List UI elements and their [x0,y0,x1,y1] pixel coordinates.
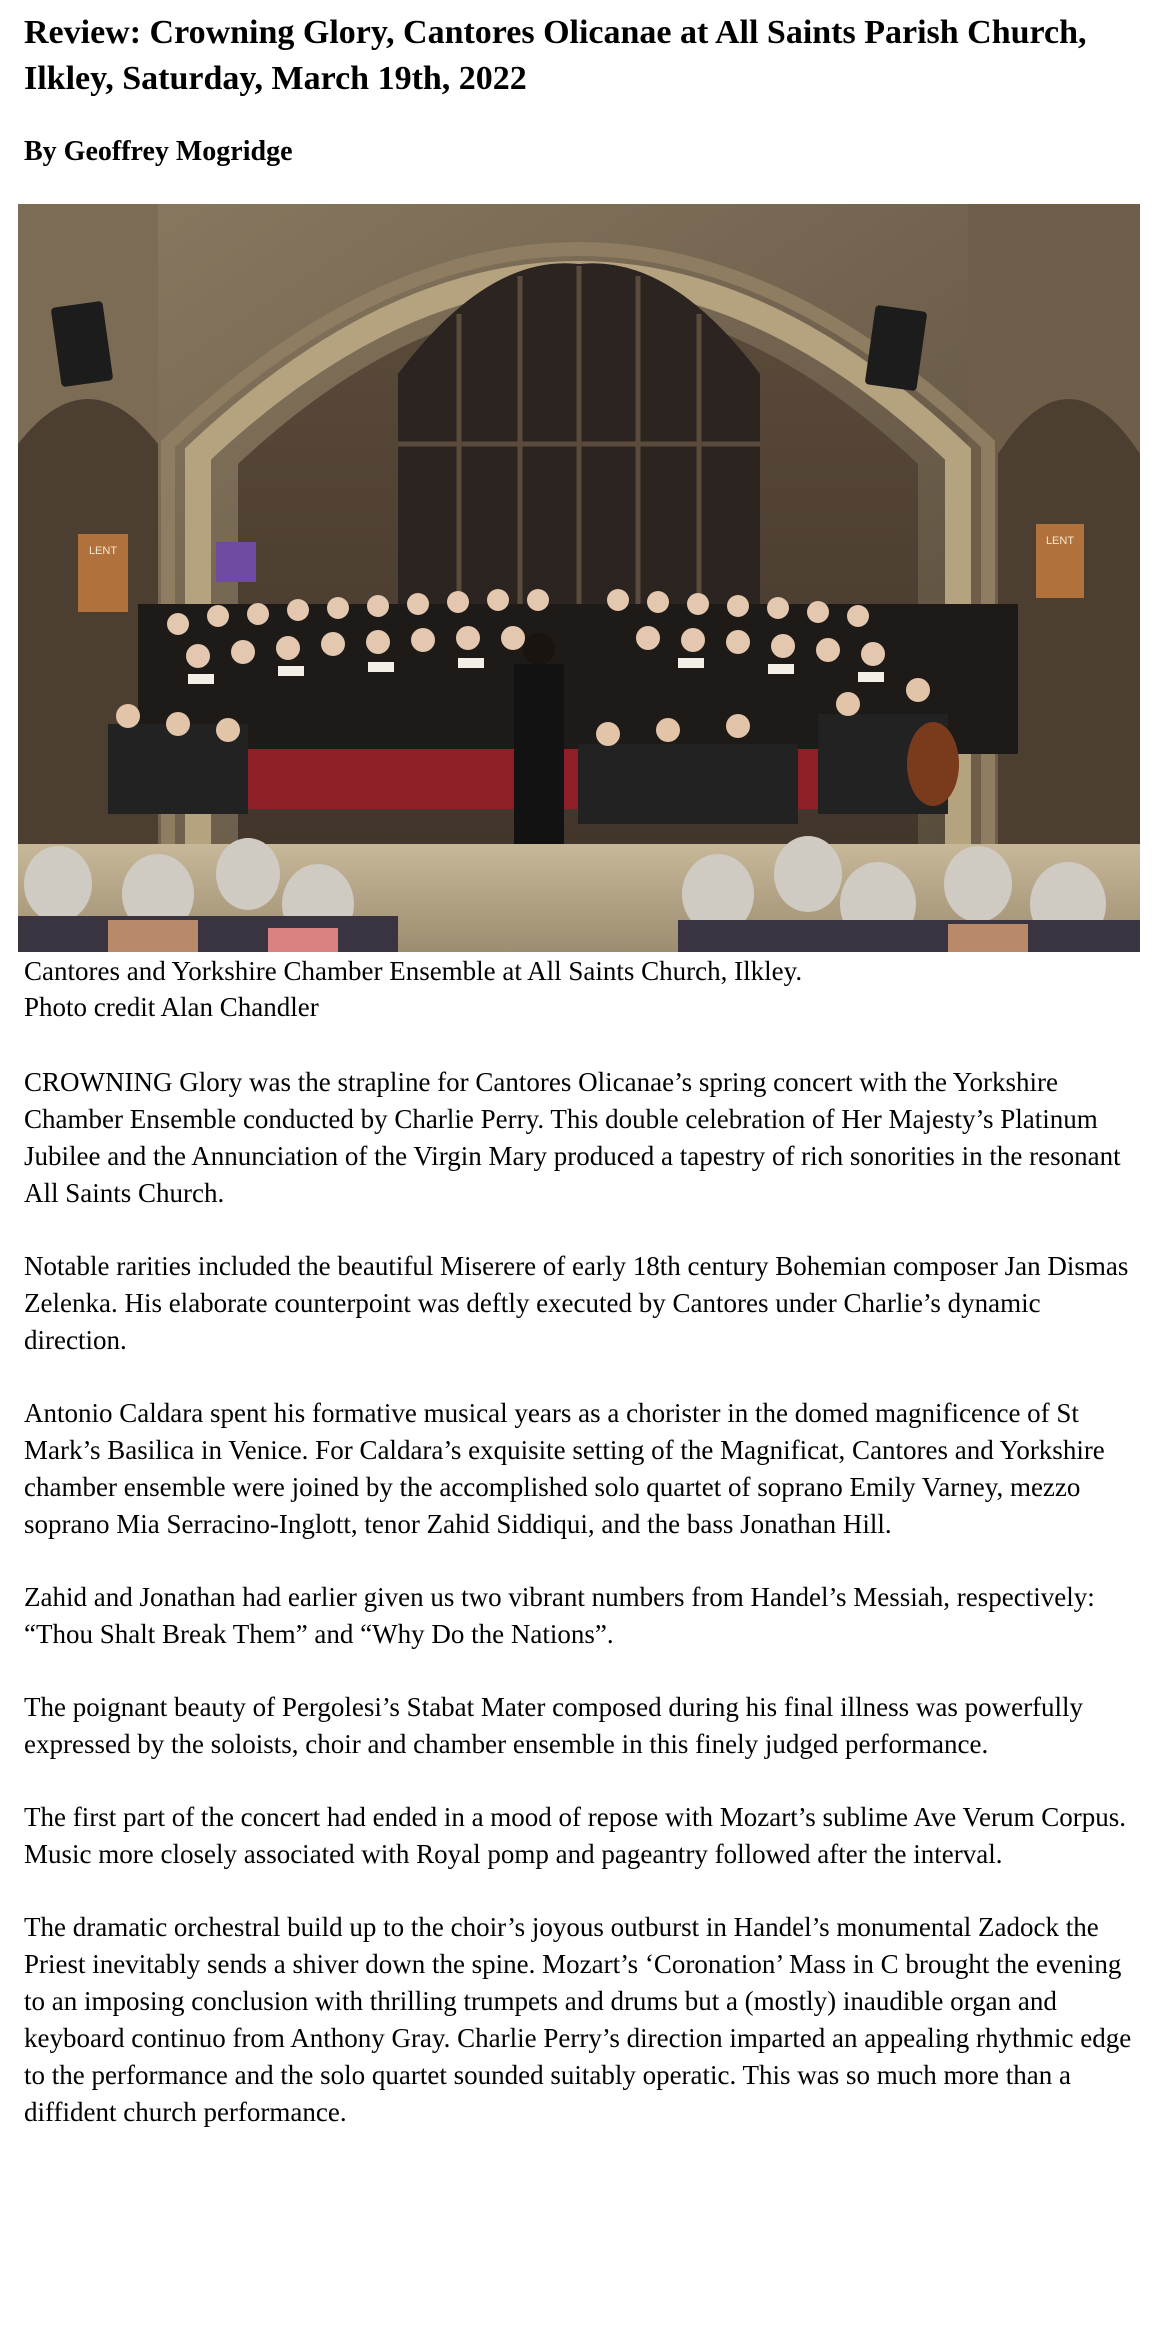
article-body [24,1064,1134,2167]
photo-caption [24,953,1134,1025]
article-paragraph: Zahid and Jonathan had earlier given us two vibrant numbers from Handel’s Messiah, respectively: “Thou Shalt Break Them” and “Why Do the Nations”. [24,1582,1095,1649]
concert-photo [18,204,1140,952]
article-paragraph: CROWNING Glory was the strapline for Cantores Olicanae’s spring concert with the Yorkshire Chamber Ensemble conducted by Charlie Perry. This double celebration of Her Majesty’s Platinum Jubilee and the Annunciation of the Virgin Mary produced a tapestry of rich sonorities in the resonant All Saints Church. [24,1067,1121,1208]
article-byline: By Geoffrey Mogridge [24,136,293,167]
concert-photo-illustration [18,204,1140,952]
lent-board-left-label: LENT [88,545,118,557]
photo-caption-text: Cantores and Yorkshire Chamber Ensemble at All Saints Church, Ilkley. [24,956,803,986]
article-paragraph: Notable rarities included the beautiful Miserere of early 18th century Bohemian composer Jan Dismas Zelenka. His elaborate counterpoint was deftly executed by Cantores under Charlie’s dynamic direction. [24,1251,1129,1355]
article-paragraph: Antonio Caldara spent his formative musical years as a chorister in the domed magnificence of St Mark’s Basilica in Venice. For Caldara’s exquisite setting of the Magnificat, Cantores and Yorkshire chamber ensemble were joined by the accomplished solo quartet of soprano Emily Varney, mezzo soprano Mia Serracino-Inglott, tenor Zahid Siddiqui, and the bass Jonathan Hill. [24,1398,1105,1539]
article-paragraph: The first part of the concert had ended in a mood of repose with Mozart’s sublime Ave Verum Corpus. Music more closely associated with Royal pomp and pageantry followed after the interval. [24,1802,1126,1869]
photo-credit: Photo credit Alan Chandler [24,992,319,1022]
article-title: Review: Crowning Glory, Cantores Olicanae at All Saints Parish Church, Ilkley, Saturday, March 19th, 2022 [24,14,1087,97]
article-paragraph: The poignant beauty of Pergolesi’s Stabat Mater composed during his final illness was powerfully expressed by the soloists, choir and chamber ensemble in this finely judged performance. [24,1692,1084,1759]
article-paragraph: The dramatic orchestral build up to the choir’s joyous outburst in Handel’s monumental Zadock the Priest inevitably sends a shiver down the spine. Mozart’s ‘Coronation’ Mass in C brought the evening to an imposing conclusion with thrilling trumpets and drums but a (mostly) inaudible organ and keyboard continuo from Anthony Gray. Charlie Perry’s direction imparted an appealing rhythmic edge to the performance and the solo quartet sounded suitably operatic. This was so much more than a diffident church performance. [24,1912,1132,2127]
lent-board-right-label: LENT [1045,535,1075,547]
